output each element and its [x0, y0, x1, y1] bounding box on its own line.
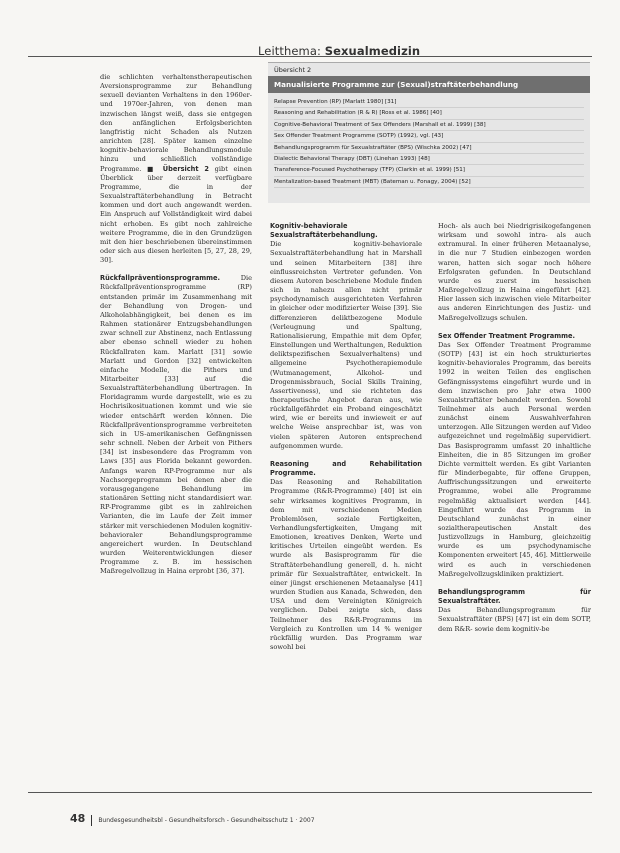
text-column-3 — [438, 222, 591, 807]
paragraph — [100, 73, 252, 265]
overview-item: Cognitive-Behavioral Treatment of Sex Offenders (Marshall et al. 1999) [38] — [274, 120, 584, 131]
overview-reference-link[interactable]: ■ Übersicht 2 — [147, 164, 209, 173]
section-heading: Behandlungsprogramm für Sexualstraftäter. — [438, 587, 591, 606]
overview-item: Transference-Focused Psychotherapy (TFP) (Clarkin et al. 1999) [51] — [274, 165, 584, 176]
overview-item: Relapse Prevention (RP) [Marlatt 1980] [31] — [274, 97, 584, 108]
overview-item: Mentalization-based Treatment (MBT) (Bateman u. Fonagy, 2004) [52] — [274, 177, 584, 188]
overview-title: Manualisierte Programme zur (Sexual)straftäterbehandlung — [268, 76, 590, 93]
paragraph-text: Das Behandlungsprogramm für Sexualstraftäter (BPS) [47] ist ein dem SOTP, dem R&R- sowie dem kognitiv-be — [438, 606, 591, 633]
overview-item: Dialectic Behavioral Therapy (DBT) (Linehan 1993) [48] — [274, 154, 584, 165]
text-column-2 — [270, 222, 422, 807]
paragraph-text: die schlichten verhaltenstherapeutischen Aversionsprogramme zur Behandlung sexuell devianten Verhaltens in den 1960er- und 1970er-Jahren, von denen man inzwischen längst weiß, dass sie entgegen den anfänglichen Erfolgsberichten langfristig nicht Schaden als Nutzen anrichten [28]. Später kamen einzelne kognitiv-behaviorale Behandlungsmodule hinzu und schließlich vollständige Programme. — [100, 73, 252, 173]
section-heading: Kognitiv-behaviorale Sexualstraftäterbehandlung. — [270, 222, 378, 240]
paragraph-text: Das Sex Offender Treatment Programme (SOTP) [43] ist ein hoch strukturiertes kognitiv-behaviorales Programm, das bereits 1992 in weiten Teilen des englischen Gefängnissystems eingeführt wurde und in dem inzwischen pro Jahr etwa 1000 Sexualstraftäter behandelt werden. Sowohl Teilnehmer als auch Personal werden zunächst einem Auswahlverfahren unterzogen. Alle Sitzungen werden auf Video aufgezeichnet und regelmäßig supervidiert. Das Basisprogramm umfasst 20 inhaltliche Einheiten, die in 85 Sitzungen im großer Dichte vermittelt werden. Es gibt Varianten für Minderbegabte, für offene Gruppen, Auffrischungssitzungen und erweiterte Programme, wobei alle Programme regelmäßig aktualisiert werden [44]. Eingeführt wurde das Programm in Deutschland zunächst in einer sozialtherapeutischen Anstalt des Justizvollzugs in Hamburg, gleichzeitig wurde es um psychodynamische Komponenten erweitert [45, 46]. Mittlerweile wird es auch in verschiedenen Maßregelvollzugskliniken praktiziert. — [438, 340, 591, 578]
paragraph-text: gibt einen Überblick über derzeit verfügbare Programme, die in der Sexualstraftäterbehandlung in Betracht kommen und dort auch angewandt werden. Ein Anspruch auf Vollständigkeit wird dabei nicht erhoben. Es gibt noch zahlreiche weitere Programme, die in den Grundzügen mit den hier beschriebenen übereinstimmen oder sich aus diesen herleiten [5, 27, 28, 29, 30]. — [100, 164, 252, 265]
overview-item: Sex Offender Treatment Programme (SOTP) (1992), vgl. [43] — [274, 131, 584, 142]
page-footer — [70, 812, 315, 826]
footer-divider — [91, 815, 92, 826]
journal-citation: Bundesgesundheitsbl - Gesundheitsforsch - Gesundheitsschutz 1 · 2007 — [98, 817, 315, 824]
header-rule — [28, 56, 592, 57]
paragraph-text: Die kognitiv-behaviorale Sexualstraftäterbehandlung hat in Marshall und seinen Mitarbeitern [38] ihre einflussreichsten Vertreter gefunden. Von diesem Autoren beschriebene Module finden sich in nahezu allen nicht primär psychodynamisch ausgerichteten Verfahren in gleicher oder modifizierter Weise [39]. Sie differenzieren deliktbezogene Module (Verleugnung und Spaltung, Rationalisierung, Empathie mit dem Opfer, Einstellungen und Werthaltungen, Reduktion deliktspezifischen Sexualverhaltens) und allgemeine Psychotherapiemodule (Wutmanagement, Alkohol- und Drogenmissbrauch, Social Skills Training, Assertiveness), und sie richteten das therapeutische Angebot daran aus, wie rückfallgefährdet ein Proband eingeschätzt wird, wie er bereits und inwieweit er auf welche Weise ansprechbar ist, was von vielen späteren Autoren entsprechend aufgenommen wurde. — [270, 240, 422, 450]
header-prefix: Leitthema: — [258, 44, 321, 58]
section-heading: Rückfallpräventionsprogramme. — [100, 274, 220, 283]
overview-item: Behandlungsprogramm für Sexualstraftäter (BPS) (Wischka 2002) [47] — [274, 143, 584, 154]
section-heading: Reasoning and Rehabilitation Programme. — [270, 459, 422, 478]
footer-rule — [28, 792, 592, 793]
text-column-1 — [100, 73, 252, 793]
overview-box — [268, 62, 590, 203]
paragraph-text: Die Rückfallpräventionsprogramme (RP) entstanden primär im Zusammenhang mit der Behandlung von Drogen- und Alkoholabhängigkeit, bei denen es im Rahmen stationärer Entzugsbehandlungen zwar schnell zur Abstinenz, nach Entlassung aber ebenso schnell wieder zu hohen Rückfallraten kam. Marlatt [31] sowie Marlatt und Gordon [32] entwickelten einfache Modelle, die Pithers und Mitarbeiter [33] auf die Sexualstraftäterbehandlung übertragen. In Floridagramm wurde dargestellt, wie es zu Hochrisikosituationen kommt und wie sie wieder entschärft werden können. Die Rückfallpräventionsprogramme verbreiteten sich in US-amerikanischen Gefängnissen sehr schnell. Neben der Arbeit von Pithers [34] ist insbesondere das Programm von Laws [35] aus Florida bekannt geworden. Anfangs waren RP-Programme nur als Nachsorgeprogramm bei denen aber die vorausgegangene Behandlung im stationären Setting nicht standardisiert war. RP-Programme gibt es in zahlreichen Varianten, die im Laufe der Zeit immer stärker mit verschiedenen Modulen kognitiv-behavioraler Behandlungsprogramme angereichert wurden. In Deutschland wurden Weiterentwicklungen dieser Programme z. B. im hessischen Maßregelvollzug in Haina erprobt [36, 37]. — [100, 274, 252, 576]
page-number: 48 — [70, 812, 86, 825]
paragraph-text: Das Reasoning and Rehabilitation Programme (R&R-Programme) [40] ist ein sehr wirksames kognitives Programm, in dem mit verschiedenen Medien Problemlösen, soziale Fertigkeiten, Verhandlungsfertigkeiten, Umgang mit Emotionen, kreatives Denken, Werte und kritisches Urteilen eingeübt werden. Es wurde als Basisprogramm für die Straftäterbehandlung generell, d. h. nicht primär für Sexualstraftäter, entwickelt. In einer jüngst erschienenen Metaanalyse [41] wurden Studien aus Kanada, Schweden, den USA und dem Vereinigten Königreich verglichen. Dabei zeigte sich, dass Teilnehmer des R&R-Programms im Vergleich zu Kontrollen um 14 % weniger rückfällig wurden. Das Programm war sowohl bei — [270, 478, 422, 652]
paragraph-text: Hoch- als auch bei Niedrigrisikogefangenen wirksam und sowohl intra- als auch extramural. In einer früheren Metaanalyse, in die nur 7 Studien einbezogen worden waren, hatten sich sogar noch höhere Erfolgsraten gefunden. In Deutschland wurde es zuerst im hessischen Maßregelvollzug in Haina eingeführt [42]. Hier lassen sich inzwischen viele Mitarbeiter aus anderen Einrichtungen des Justiz- und Maßregelvollzugs schulen. — [438, 222, 591, 322]
overview-label: Übersicht 2 — [274, 66, 312, 74]
overview-list — [268, 97, 590, 188]
section-heading: Sex Offender Treatment Programme. — [438, 331, 575, 340]
overview-item: Reasoning and Rehabilitation (R & R) [Ross et al. 1986] [40] — [274, 108, 584, 119]
header-topic: Sexualmedizin — [324, 44, 421, 58]
